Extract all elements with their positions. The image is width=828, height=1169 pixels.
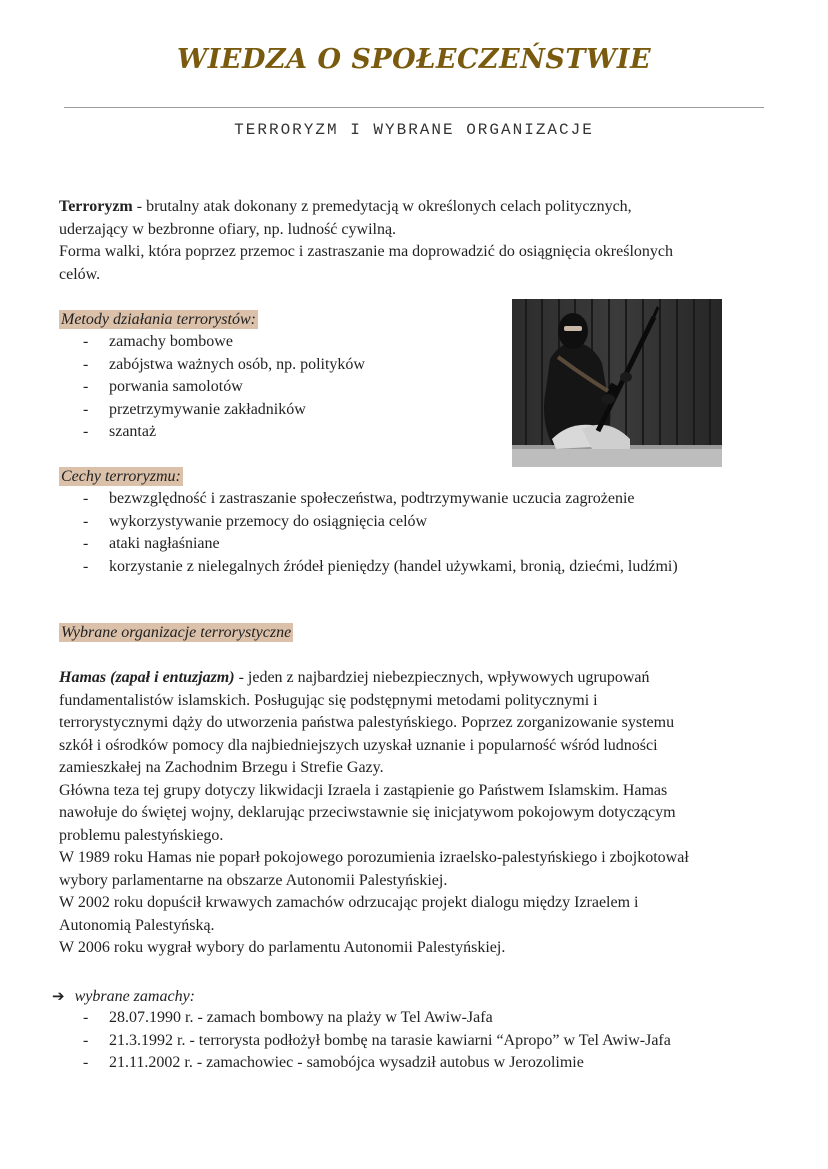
list-item: - 28.07.1990 r. - zamach bombowy na plaży w Tel Awiw-Jafa <box>59 1007 671 1030</box>
hamas-paragraph <box>59 667 769 960</box>
hamas-line: problemu palestyńskiego. <box>59 826 224 844</box>
list-item: - przetrzymywanie zakładników <box>59 399 365 422</box>
hamas-line: W 1989 roku Hamas nie poparł pokojowego porozumienia izraelsko-palestyńskiego i zbojkotował <box>59 849 689 866</box>
list-item: - zamachy bombowe <box>59 331 365 354</box>
list-item: - korzystanie z nielegalnych źródeł pieniędzy (handel używkami, bronią, dziećmi, ludźmi) <box>59 556 779 579</box>
page-title: WIEDZA O SPOŁECZEŃSTWIE <box>176 44 652 75</box>
list-item: - wykorzystywanie przemocy do osiągnięcia celów <box>59 511 779 534</box>
hamas-line: wybory parlamentarne na obszarze Autonomii Palestyńskiej. <box>59 871 448 889</box>
attacks-heading-text: wybrane zamachy: <box>74 988 195 1005</box>
hamas-line: nawołuje do świętej wojny, deklarując przeciwstawnie się inicjatywom pokojowym dotyczącym <box>59 804 676 821</box>
hamas-line: W 2002 roku dopuścił krwawych zamachów odrzucając projekt dialogu między Izraelem i <box>59 894 639 911</box>
organizations-heading <box>59 622 293 645</box>
definition-term: Terroryzm <box>59 198 133 215</box>
arrow-right-icon: ➔ <box>52 987 65 1005</box>
definition-paragraph <box>59 196 759 286</box>
list-item: - 21.3.1992 r. - terrorysta podłożył bombę na tarasie kawiarni “Apropo” w Tel Awiw-Jafa <box>59 1030 671 1053</box>
list-item: - 21.11.2002 r. - zamachowiec - samobójca wysadził autobus w Jerozolimie <box>59 1052 671 1075</box>
list-item: - zabójstwa ważnych osób, np. polityków <box>59 354 365 377</box>
methods-heading-text: Metody działania terrorystów: <box>61 311 256 328</box>
attacks-heading <box>52 985 195 1009</box>
hamas-line: fundamentalistów islamskich. Posługując się podstępnymi metodami politycznymi i <box>59 691 598 709</box>
list-item: - ataki nagłaśniane <box>59 533 779 556</box>
hamas-line: - jeden z najbardziej niebezpiecznych, wpływowych ugrupowań <box>234 669 650 686</box>
list-item: - szantaż <box>59 421 365 444</box>
hamas-line: szkół i ośrodków pomocy dla najbiedniejszych uzyskał uznanie i popularność wśród ludności <box>59 736 658 754</box>
methods-list <box>59 331 365 444</box>
definition-line: uderzający w bezbronne ofiary, np. ludność cywilną. <box>59 220 397 238</box>
hamas-line: Autonomią Palestyńską. <box>59 916 215 934</box>
list-item: - bezwzględność i zastraszanie społeczeństwa, podtrzymywanie uczucia zagrożenie <box>59 488 779 511</box>
title-divider <box>64 107 764 108</box>
definition-line: Forma walki, która poprzez przemoc i zastraszanie ma doprowadzić do osiągnięcia określonych <box>59 243 673 260</box>
features-heading <box>59 466 183 489</box>
hamas-line: W 2006 roku wygrał wybory do parlamentu Autonomii Palestyńskiej. <box>59 939 506 956</box>
features-list <box>59 488 779 578</box>
hamas-line: terrorystycznymi dąży do utworzenia państwa palestyńskiego. Poprzez zorganizowanie systemu <box>59 714 675 731</box>
organizations-heading-text: Wybrane organizacje terrorystyczne <box>61 624 292 641</box>
page-subtitle: TERRORYZM I WYBRANE ORGANIZACJE <box>234 121 594 139</box>
hamas-name: Hamas (zapał i entuzjazm) <box>59 669 235 686</box>
hamas-line: zamieszkałej na Zachodnim Brzegu i Strefie Gazy. <box>59 759 384 776</box>
attacks-list <box>59 1007 671 1075</box>
definition-line: celów. <box>59 265 101 283</box>
list-item: - porwania samolotów <box>59 376 365 399</box>
features-heading-text: Cechy terroryzmu: <box>61 468 181 485</box>
definition-line: - brutalny atak dokonany z premedytacją w określonych celach politycznych, <box>132 198 632 215</box>
hamas-line: Główna teza tej grupy dotyczy likwidacji Izraela i zastąpienie go Państwem Islamskim. Hamas <box>59 781 668 799</box>
terrorist-photo <box>512 299 722 467</box>
methods-heading <box>59 309 258 332</box>
